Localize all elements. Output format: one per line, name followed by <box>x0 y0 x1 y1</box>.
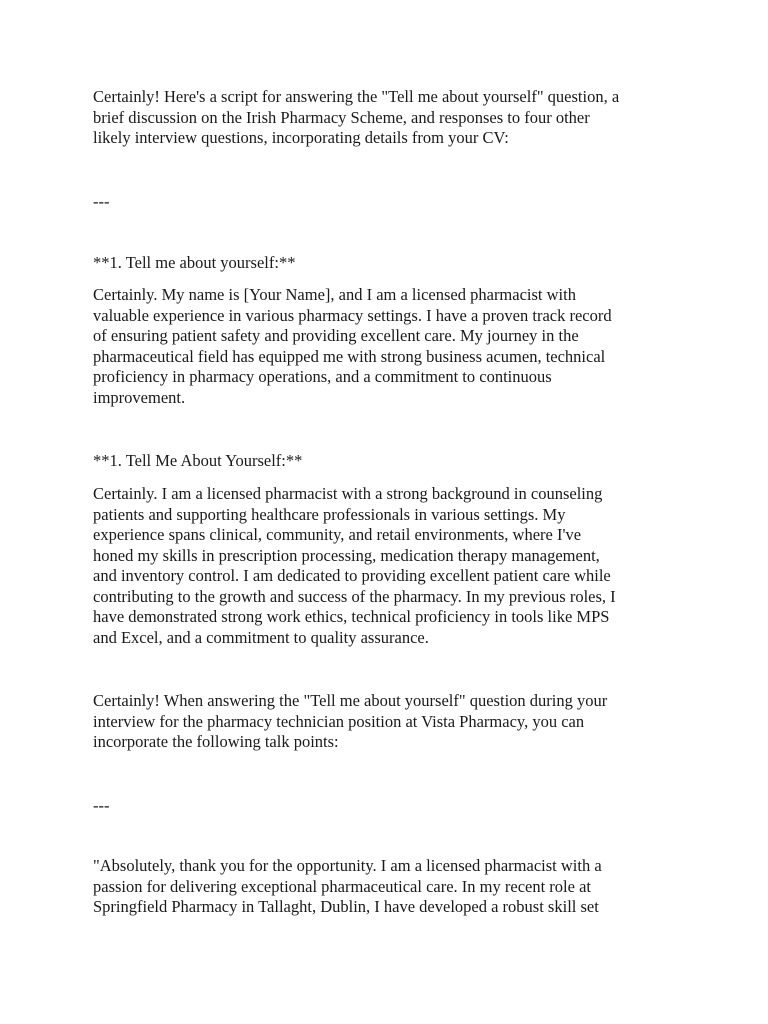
answer-paragraph: "Absolutely, thank you for the opportunity. I am a licensed pharmacist with a passion for delivering exceptional pharmaceutical care. In my recent role at Springfield Pharmacy in Tallaght, Dublin, I have developed a robust skill set <box>93 856 602 916</box>
answer-paragraph: Certainly. My name is [Your Name], and I am a licensed pharmacist with valuable experience in various pharmacy settings. I have a proven track record of ensuring patient safety and providing excellent care. My journey in the pharmaceutical field has equipped me with strong business acumen, technical proficiency in pharmacy operations, and a commitment to continuous improvement. <box>93 285 612 407</box>
section-heading: **1. Tell Me About Yourself:** <box>93 451 303 470</box>
separator-line: --- <box>93 192 110 211</box>
answer-paragraph: Certainly. I am a licensed pharmacist with a strong background in counseling patients and supporting healthcare professionals in various settings. My experience spans clinical, community, and retail environments, where I've honed my skills in prescription processing, medication therapy management, and inventory control. I am dedicated to providing excellent patient care while contributing to the growth and success of the pharmacy. In my previous roles, I have demonstrated strong work ethics, technical proficiency in tools like MPS and Excel, and a commitment to quality assurance. <box>93 484 616 647</box>
intro-paragraph: Certainly! When answering the "Tell me about yourself" question during your interview for the pharmacy technician position at Vista Pharmacy, you can incorporate the following talk points: <box>93 691 608 751</box>
separator-line: --- <box>93 796 110 815</box>
section-heading: **1. Tell me about yourself:** <box>93 253 296 272</box>
intro-paragraph: Certainly! Here's a script for answering the "Tell me about yourself" question, a brief discussion on the Irish Pharmacy Scheme, and responses to four other likely interview questions, incorporating details from your CV: <box>93 87 620 147</box>
